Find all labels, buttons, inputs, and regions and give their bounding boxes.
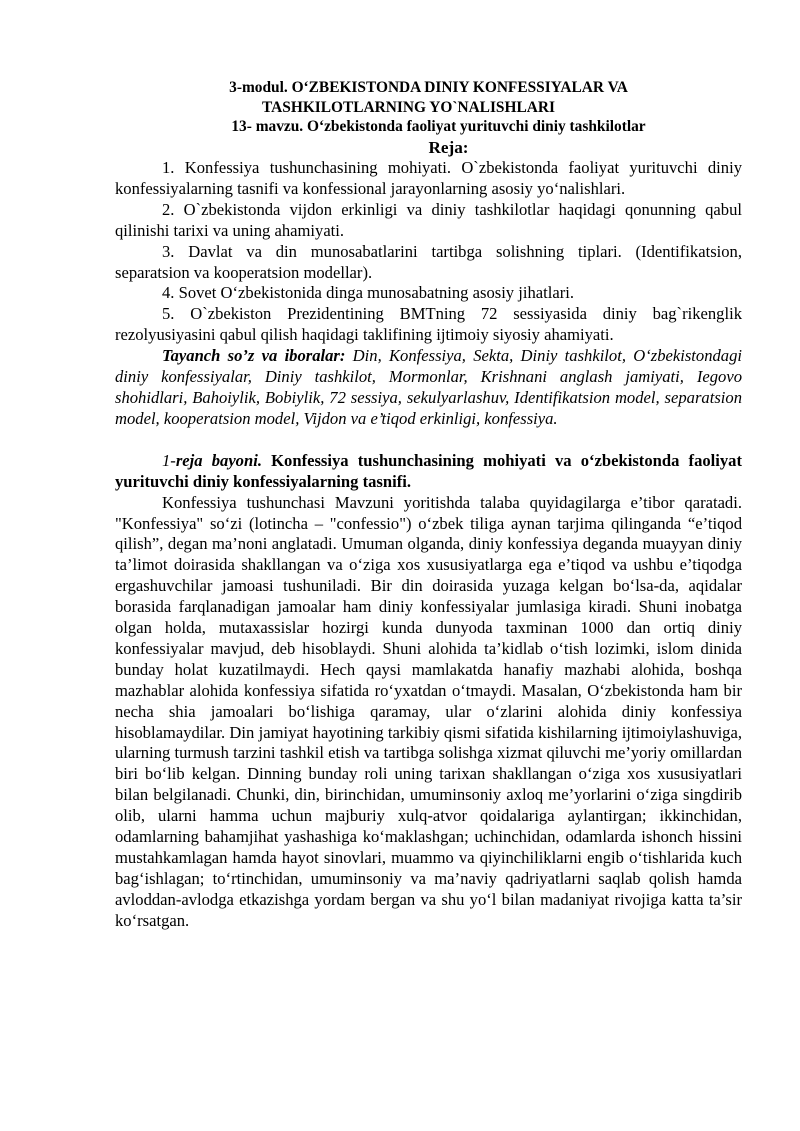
keywords-paragraph [115,346,742,430]
plan-item-4: 4. Sovet O‘zbekistonida dinga munosabatning asosiy jihatlari. [162,283,575,303]
section-body: Konfessiya tushunchasi Mavzuni yoritishda talaba quyidagilarga e’tibor qaratadi. "Konfessiya" so‘zi (lotincha – "confessio") o‘zbek tiliga aynan tarjima qilinganda “e’tiqod qilish”, degan ma’noni anglatadi. Umuman olganda, diniy konfessiya deganda muayyan diniy ta’limot doirasida shakllangan va o‘ziga xos xususiyatlarga ega e’tiqod va ushbu e’tiqodga ergashuvchilar jamoasi tushuniladi. Bir din doirasida yuzaga kelgan bo‘lsa-da, aqidalar borasida farqlanadigan jamoalar ham diniy konfessiyalar jumlasiga kiradi. Shuni inobatga olgan holda, mutaxassislar hozirgi kunda dunyoda taxminan 1000 dan ortiq diniy konfessiyalar mavjud, deb hisoblaydi. Shuni alohida ta’kidlab o‘tish lozimki, islom dinida bunday holat kuzatilmaydi. Hech qaysi mamlakatda hanafiy mazhabi alohida, boshqa mazhablar alohida konfessiya sifatida ro‘yxatdan o‘tmaydi. Masalan, O‘zbekistonda ham bir necha shia jamoalari bo‘lishiga qaramay, ular o‘zlarini alohida diniy konfessiya hisoblamaydilar. Din jamiyat hayotining tarkibiy qismi sifatida kishilarning ijtimoiylashuviga, ularning turmush tarzini tashkil etish va tartibga solishga xizmat qiluvchi me’yoriy omillardan biri bo‘lib kelgan. Dinning bunday roli uning tarixan shakllangan o‘ziga xos xususiyatlari bilan belgilanadi. Chunki, din, birinchidan, umuminsoniy axloq me’yorlarini o‘ziga singdirib olib, ularni hamma uchun majburiy xulq-atvor qoidalariga aylantirgan; ikkinchidan, odamlarning bahamjihat yashashiga ko‘maklashgan; uchinchidan, odamlarda ishonch hissini mustahkamlagan hamda hayot sinovlari, muammo va qiyinchiliklarni engib o‘tishlarida kuch bag‘ishlagan; to‘rtinchidan, umuminsoniy va ma’naviy qadriyatlarni saqlab qolish hamda avloddan-avlodga etkazishga yordam bergan va shu yo‘l bilan madaniyat rivojiga katta ta’sir ko‘rsatgan. [115,492,742,930]
paragraph-spacer [115,430,742,451]
plan-item-3: 3. Davlat va din munosabatlarini tartibga solishning tiplari. (Identifikatsion, separatsion va kooperatsion modellar). [115,241,742,282]
plan-item-2: 2. O`zbekistonda vijdon erkinligi va diniy tashkilotlar haqidagi qonunning qabul qilinishi tarixi va uning ahamiyati. [115,199,742,240]
section-number: 1- [162,450,176,470]
module-title-line2: TASHKILOTLARNING YO`NALISHLARI [262,98,555,116]
keywords-label: Tayanch so’z va iboralar: [162,346,346,366]
plan-item-5: 5. O`zbekiston Prezidentining BMTning 72 sessiyasida diniy bag`rikenglik rezolyusiyasini qabul qilish haqidagi taklifining ijtimoiy siyosiy ahamiyati. [115,304,742,345]
section-heading [115,451,742,493]
document-page [115,78,742,932]
section-heading-text: Konfessiya tushunchasining mohiyati va o‘zbekistonda faoliyat yurituvchi diniy konfessiyalarning tasnifi. [115,450,743,491]
module-title-line1: 3-modul. O‘ZBEKISTONDA DINIY KONFESSIYALAR VA [229,79,628,96]
section-label: reja bayoni. [175,450,262,470]
topic-title: 13- mavzu. O‘zbekistonda faoliyat yurituvchi diniy tashkilotlar [231,118,646,135]
module-title [115,78,742,117]
keywords-list: Din, Konfessiya, Sekta, Diniy tashkilot, O‘zbekistondagi diniy konfessiyalar, Diniy tashkilot, Mormonlar, Krishnani anglash jamiyati, Iegovo shohidlari, Bahoiylik, Bobiylik, 72 sessiya, sekulyarlashuv, Identifikatsion model, separatsion model, kooperatsion model, Vijdon va e’tiqod erkinligi, konfessiya. [115,346,742,428]
plan-item-1: 1. Konfessiya tushunchasining mohiyati. O`zbekistonda faoliyat yurituvchi diniy konfessiyalarning tasnifi va konfessional jarayonlarning asosiy yo‘nalishlari. [115,158,742,198]
plan-heading: Reja: [428,138,469,157]
